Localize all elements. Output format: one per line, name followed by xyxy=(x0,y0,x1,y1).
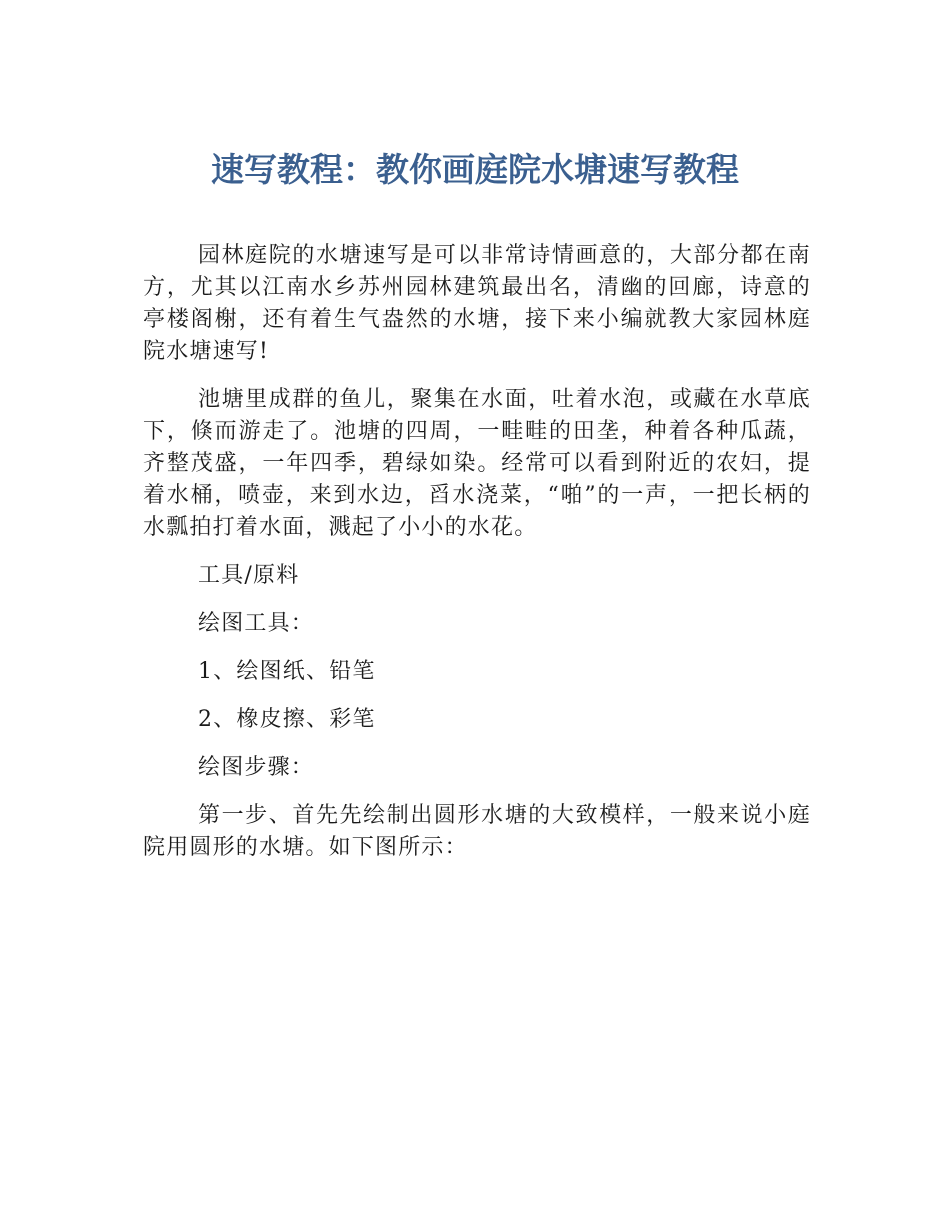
tool-item: 2、橡皮擦、彩笔 xyxy=(198,707,376,732)
step-1-paragraph: 第一步、首先先绘制出圆形水塘的大致模样，一般来说小庭院用圆形的水塘。如下图所示： xyxy=(143,803,811,860)
tool-item: 1、绘图纸、铅笔 xyxy=(198,659,376,684)
drawing-tools-heading: 绘图工具： xyxy=(198,611,315,636)
document-title: 速写教程：教你画庭院水塘速写教程 xyxy=(211,150,739,189)
tools-heading: 工具/原料 xyxy=(198,563,300,588)
steps-heading: 绘图步骤： xyxy=(198,755,315,780)
pond-description-paragraph: 池塘里成群的鱼儿，聚集在水面，吐着水泡，或藏在水草底下，倏而游走了。池塘的四周，一畦畦的田垄，种着各种瓜蔬，齐整茂盛，一年四季，碧绿如染。经常可以看到附近的农妇，提着水桶，喷壶，来到水边，舀水浇菜，“啪”的一声，一把长柄的水瓢拍打着水面，溅起了小小的水花。 xyxy=(143,387,811,540)
document-body xyxy=(143,240,811,880)
intro-paragraph: 园林庭院的水塘速写是可以非常诗情画意的，大部分都在南方，尤其以江南水乡苏州园林建筑最出名，清幽的回廊，诗意的亭楼阁榭，还有着生气盎然的水塘，接下来小编就教大家园林庭院水塘速写! xyxy=(143,243,811,364)
